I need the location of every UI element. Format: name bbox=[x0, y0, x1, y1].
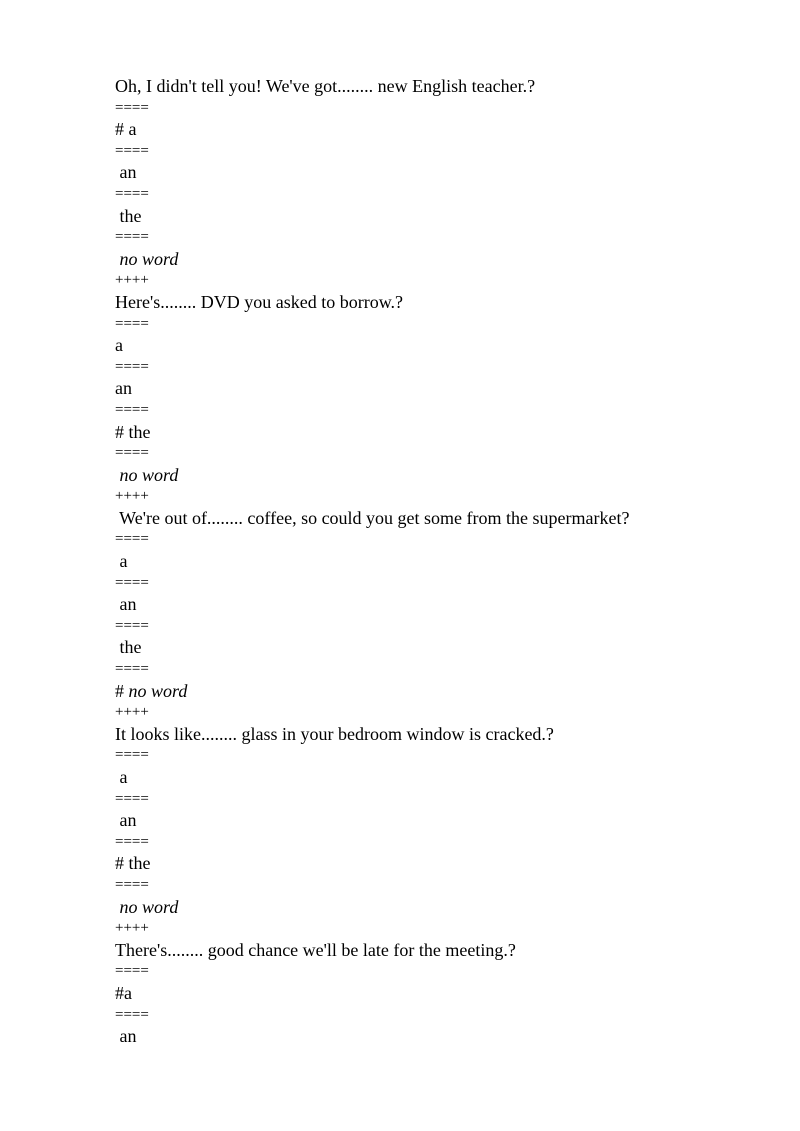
answer-option-no-word: no word bbox=[115, 464, 179, 485]
separator-line: ==== bbox=[115, 531, 149, 548]
separator-line: ==== bbox=[115, 401, 149, 418]
answer-option: the bbox=[115, 205, 142, 226]
answer-option-label: no word bbox=[128, 680, 188, 701]
answer-option: an bbox=[115, 810, 137, 831]
answer-option: an bbox=[115, 594, 137, 615]
answer-option-no-word-correct bbox=[115, 681, 755, 703]
answer-option: #a bbox=[115, 982, 132, 1003]
answer-option: an bbox=[115, 1026, 137, 1047]
separator-line: ++++ bbox=[115, 488, 149, 505]
separator-line: ==== bbox=[115, 315, 149, 332]
answer-option: a bbox=[115, 767, 128, 787]
separator-line: ==== bbox=[115, 185, 149, 202]
separator-line: ==== bbox=[115, 833, 149, 850]
answer-option: a bbox=[115, 335, 123, 356]
separator-line: ==== bbox=[115, 445, 149, 462]
separator-line: ==== bbox=[115, 790, 149, 807]
separator-line: ==== bbox=[115, 661, 149, 678]
answer-option: the bbox=[115, 637, 142, 658]
question-text: Here's........ DVD you asked to borrow.? bbox=[115, 291, 404, 312]
separator-line: ==== bbox=[115, 1006, 149, 1023]
separator-line: ==== bbox=[115, 963, 149, 980]
separator-line: ==== bbox=[115, 229, 149, 246]
question-text: We're out of........ coffee, so could you get some from the supermarket? bbox=[115, 507, 630, 528]
separator-line: ==== bbox=[115, 99, 149, 116]
answer-option: an bbox=[115, 378, 132, 399]
correct-marker: # bbox=[115, 680, 129, 701]
question-text: It looks like........ glass in your bedroom window is cracked.? bbox=[115, 723, 554, 744]
question-text: Oh, I didn't tell you! We've got........ new English teacher.? bbox=[115, 76, 536, 96]
answer-option: a bbox=[115, 551, 128, 572]
answer-option: # the bbox=[115, 853, 151, 874]
separator-line: ==== bbox=[115, 574, 149, 591]
separator-line: ++++ bbox=[115, 704, 149, 721]
answer-option-no-word: no word bbox=[115, 248, 179, 269]
separator-line: ==== bbox=[115, 876, 149, 893]
separator-line: ==== bbox=[115, 142, 149, 159]
separator-line: ==== bbox=[115, 747, 149, 764]
answer-option: # a bbox=[115, 119, 137, 140]
question-text: There's........ good chance we'll be late for the meeting.? bbox=[115, 939, 516, 960]
separator-line: ++++ bbox=[115, 272, 149, 289]
answer-option-no-word: no word bbox=[115, 896, 179, 917]
answer-option: # the bbox=[115, 421, 151, 442]
separator-line: ==== bbox=[115, 358, 149, 375]
separator-line: ==== bbox=[115, 617, 149, 634]
separator-line: ++++ bbox=[115, 920, 149, 937]
answer-option: an bbox=[115, 162, 137, 183]
document-body bbox=[115, 76, 755, 1048]
